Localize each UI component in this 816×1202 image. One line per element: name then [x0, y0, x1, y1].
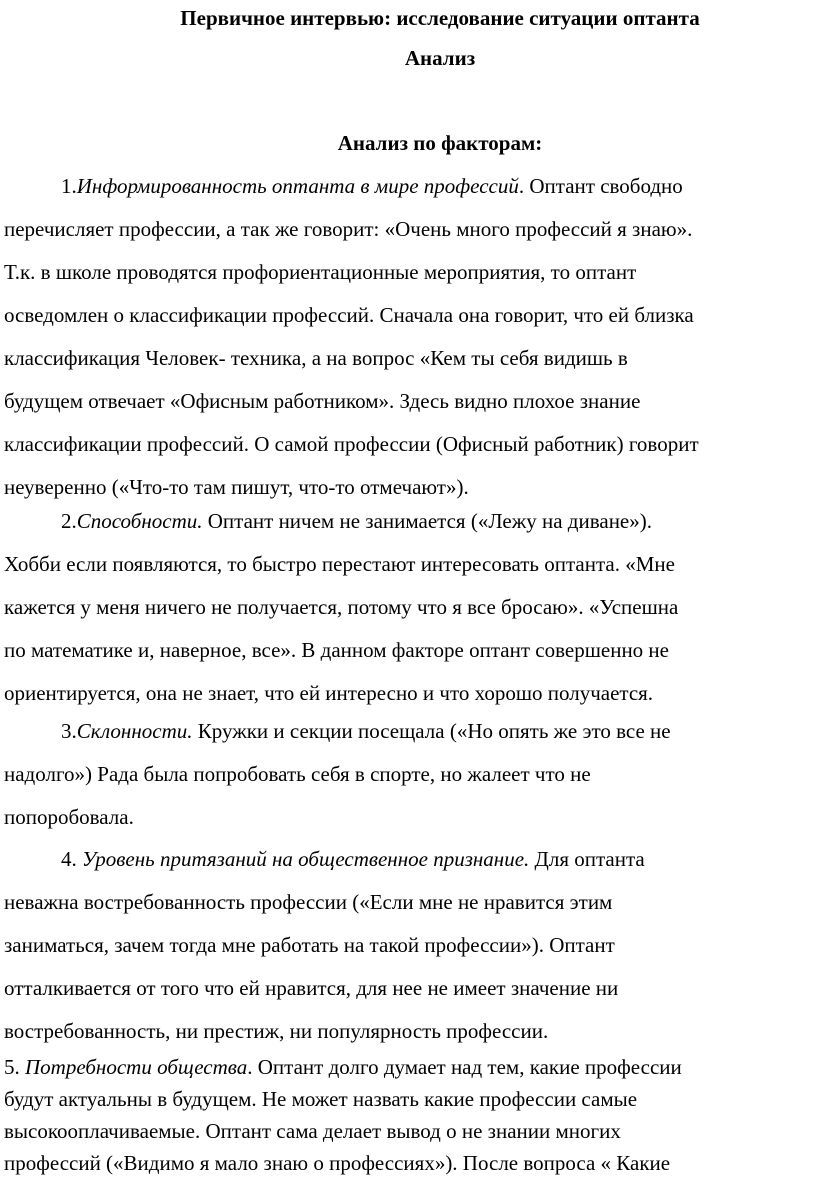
paragraph-line: неуверенно («Что-то там пишут, что-то отмечают»). — [4, 475, 469, 499]
paragraph-line: профессий («Видимо я мало знаю о профессиях»). После вопроса « Какие — [4, 1151, 671, 1175]
section-heading: Анализ по факторам: — [337, 131, 543, 155]
paragraph-line — [4, 165, 812, 208]
paragraph-line — [4, 1051, 812, 1083]
factor-paragraph-3 — [4, 710, 812, 839]
factor-paragraph-5 — [4, 1051, 812, 1179]
paragraph-line: попоробовала. — [4, 805, 134, 829]
paragraph-line: будущем отвечает «Офисным работником». Здесь видно плохое знание — [4, 389, 641, 413]
paragraph-line: классификации профессий. О самой профессии (Офисный работник) говорит — [4, 432, 699, 456]
paragraph-line: отталкивается от того что ей нравится, для нее не имеет значение ни — [4, 976, 619, 1000]
paragraph-line: осведомлен о классификации профессий. Сначала она говорит, что ей близка — [4, 303, 694, 327]
paragraph-text: Для оптанта — [529, 847, 645, 871]
paragraph-line: ориентируется, она не знает, что ей интересно и что хорошо получается. — [4, 681, 654, 705]
paragraph-text: . Оптант долго думает над тем, какие профессии — [247, 1055, 682, 1079]
paragraph-line: неважна востребованность профессии («Если мне не нравится этим — [4, 890, 613, 914]
paragraph-line: классификация Человек- техника, а на вопрос «Кем ты себя видишь в — [4, 346, 628, 370]
paragraph-line: кажется у меня ничего не получается, потому что я все бросаю». «Успешна — [4, 595, 679, 619]
document-subtitle: Анализ — [404, 46, 476, 70]
paragraph-line — [4, 500, 812, 543]
paragraph-line: перечисляет профессии, а так же говорит: «Очень много профессий я знаю». — [4, 217, 693, 241]
factor-paragraph-1 — [4, 165, 812, 509]
paragraph-line — [4, 838, 812, 881]
paragraph-line: востребованность, ни престиж, ни популярность профессии. — [4, 1019, 549, 1043]
factor-label: Способности. — [76, 509, 203, 533]
factor-label: Уровень притязаний на общественное признание. — [82, 847, 530, 871]
paragraph-line: заниматься, зачем тогда мне работать на такой профессии»). Оптант — [4, 933, 615, 957]
factor-label: Склонности. — [76, 719, 193, 743]
document-title: Первичное интервью: исследование ситуации оптанта — [180, 6, 700, 30]
factor-paragraph-2 — [4, 500, 812, 715]
factor-label: Потребности общества — [25, 1055, 248, 1079]
factor-number: 4. — [61, 847, 82, 871]
factor-number: 1. — [61, 174, 77, 198]
paragraph-text: . Оптант свободно — [518, 174, 683, 198]
paragraph-line: Хобби если появляются, то быстро перестают интересовать оптанта. «Мне — [4, 552, 675, 576]
paragraph-line: надолго») Рада была попробовать себя в спорте, но жалеет что не — [4, 762, 591, 786]
factor-paragraph-4 — [4, 838, 812, 1053]
paragraph-text: Оптант ничем не занимается («Лежу на диване»). — [202, 509, 652, 533]
paragraph-line: Т.к. в школе проводятся профориентационные мероприятия, то оптант — [4, 260, 637, 284]
paragraph-line — [4, 710, 812, 753]
factor-number: 3. — [61, 719, 77, 743]
paragraph-line: будут актуальны в будущем. Не может назвать какие профессии самые — [4, 1087, 638, 1111]
factor-number: 2. — [61, 509, 77, 533]
factor-label: Информированность оптанта в мире профессий — [76, 174, 519, 198]
paragraph-line: высокооплачиваемые. Оптант сама делает вывод о не знании многих — [4, 1119, 621, 1143]
factor-number: 5. — [4, 1055, 25, 1079]
paragraph-text: Кружки и секции посещала («Но опять же это все не — [192, 719, 671, 743]
paragraph-line: по математике и, наверное, все». В данном факторе оптант совершенно не — [4, 638, 669, 662]
